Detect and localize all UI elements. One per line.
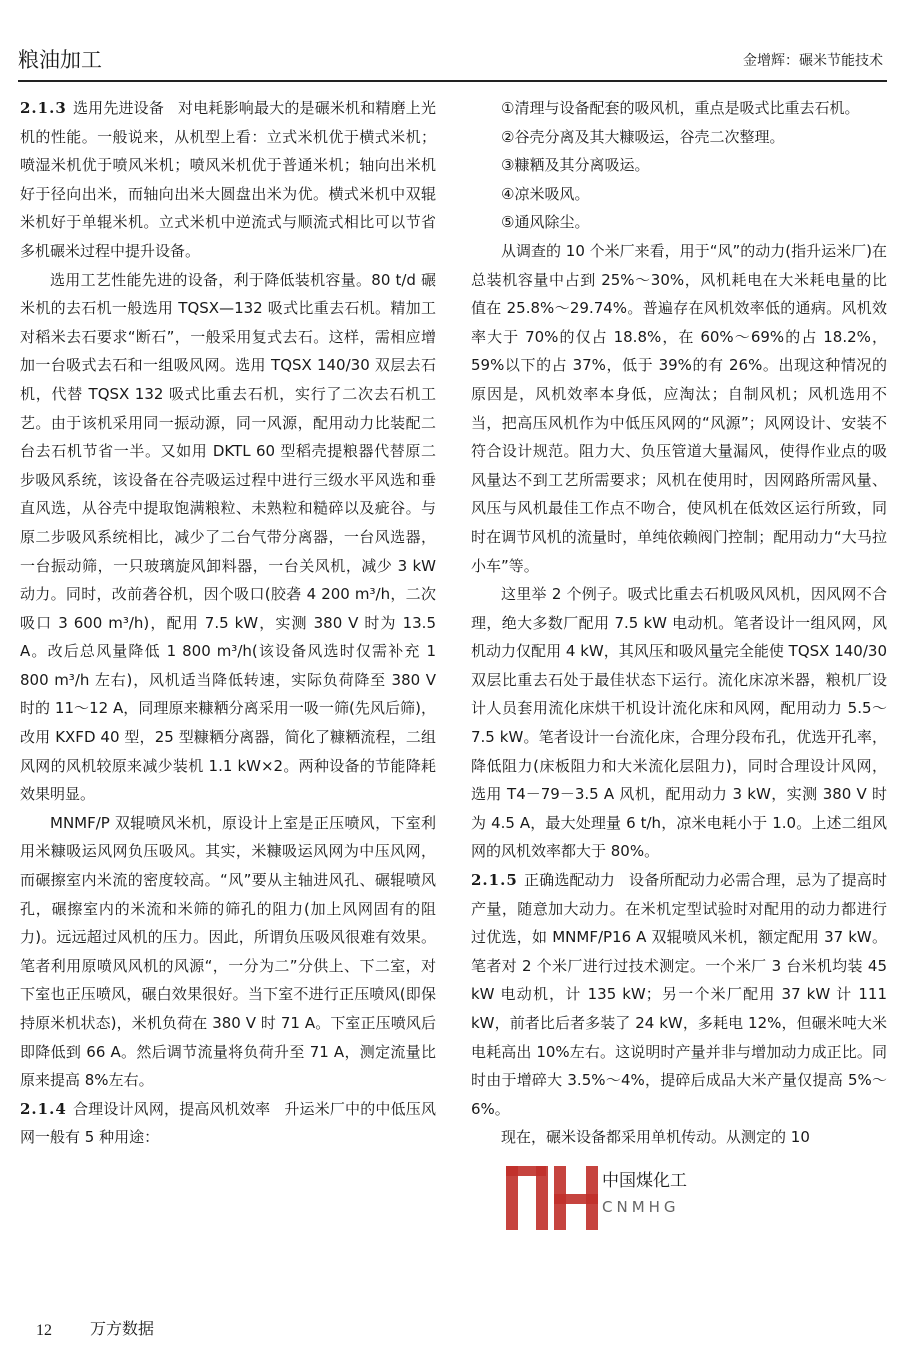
section-title: 合理设计风网，提高风机效率 [72, 1099, 271, 1118]
section-number: 2.1.4 [20, 1099, 67, 1118]
section-paragraph [471, 866, 887, 1123]
section-text: 设备所配动力必需合理，忌为了提高时产量，随意加大动力。在米机定型试验时对配用的动力都进行过优选，如 MNMF/P16 A 双辊喷风米机，额定配用 37 kW。笔者对 2 个米厂进行过技术测定。一个米厂 3 台米机均装 45 kW 电动机，计 135 kW；另一个米厂配用 37 kW 计 111 kW，前者比后者多装了 24 kW，多耗电 12%，但碾米吨大米电耗高出 10%左右。这说明时产量并非与增加动力成正比。同时由于增碎大 3.5%～4%，提碎后成品大米产量仅提高 5%～6%。 [471, 871, 887, 1118]
watermark [506, 1158, 706, 1230]
section-number: 2.1.5 [471, 871, 518, 890]
list-item: ③糠粞及其分离吸运。 [501, 156, 650, 175]
section-title: 选用先进设备 [72, 99, 165, 117]
header-rule [18, 80, 887, 82]
body-paragraph: 从调查的 10 个米厂来看，用于“风”的动力(指升运米厂)在总装机容量中占到 25%～30%，风机耗电在大米耗电量的比值在 25.8%～29.74%。普遍存在风机效率低的通病。风机效率大于 70%的仅占 18.8%，在 60%～69%的占 18.2%，59%以下的占 37%，低于 39%的有 26%。出现这种情况的原因是，风机效率本身低，应淘汰；自制风机；风机选用不当，把高压风机作为中低压风网的“风源”；风网设计、安装不符合设计规范。阻力大、负压管道大量漏风，使得作业点的吸风量达不到工艺所需要求；风机在使用时，因网路所需风量、风压与风机最佳工作点不吻合，使风机在低效区运行所致，同时在调节风机的流量时，单纯依赖阀门控制；配用动力“大马拉小车”等。 [471, 241, 887, 575]
section-paragraph [20, 1095, 436, 1152]
body-paragraph: 这里举 2 个例子。吸式比重去石机吸风风机，因风网不合理，绝大多数厂配用 7.5 kW 电动机。笔者设计一组风网，风机动力仅配用 4 kW，其风压和吸风量完全能使 TQSX 140/30 双层比重去石处于最佳状态下运行。流化床凉米器，粮机厂设计人员套用流化床烘干机设计流化床和风网，配用动力 5.5～7.5 kW。笔者设计一台流化床，合理分段布孔，优选开孔率，降低阻力(床板阻力和大米流化层阻力)，同时合理设计风网，选用 T4－79－3.5 A 风机，配用动力 3 kW，实测 380 V 时为 4.5 A，最大处理量 6 t/h，凉米电耗小于 1.0。上述二组风网的风机效率都大于 80%。 [471, 585, 887, 861]
right-column [471, 94, 887, 1152]
body-paragraph: 现在，碾米设备都采用单机传动。从测定的 10 [501, 1128, 810, 1147]
list-item: ①清理与设备配套的吸风机，重点是吸式比重去石机。 [501, 99, 860, 117]
section-paragraph [20, 94, 436, 266]
section-number: 2.1.3 [20, 99, 67, 117]
section-text: 升运米厂中的中低压风网一般有 5 种用途： [20, 1099, 436, 1147]
body-paragraph: 选用工艺性能先进的设备，利于降低装机容量。80 t/d 碾米机的去石机一般选用 TQSX—132 吸式比重去石机。精加工对稻米去石要求“断石”，一般采用复式去石。这样，需相应增加一台吸式去石和一组吸风网。选用 TQSX 140/30 双层去石机，代替 TQSX 132 吸式比重去石机，实行了二次去石机工艺。由于该机采用同一振动源，同一风源，配用动力比装配二台去石机节省一半。又如用 DKTL 60 型稻壳提粮器代替原二步吸风系统，该设备在谷壳吸运过程中进行三级水平风选和垂直风选，从谷壳中提取饱满粮粒、未熟粒和糙碎以及疵谷。与原二步吸风系统相比，减少了二台气带分离器，一台风选器，一台振动筛，一只玻璃旋风卸料器，一台关风机，减少 3 kW 动力。同时，改前砻谷机，因个吸口(胶砻 4 200 m³/h，二次吸口 3 600 m³/h)，配用 7.5 kW，实测 380 V 时为 13.5 A。改后总风量降低 1 800 m³/h(该设备风选时仅需补充 1 800 m³/h 左右)，风机适当降低转速，实际负荷降至 380 V 时的 11～12 A，同理原来糠粞分离采用一吸一筛(先风后筛)，改用 KXFD 40 型，25 型糠粞分离器，简化了糠粞流程，二组风网的风机较原来减少装机 1.1 kW×2。两种设备的节能降耗效果明显。 [20, 270, 436, 804]
journal-title: 粮油加工 [18, 48, 102, 72]
watermark-subtext: CNMHG [602, 1198, 680, 1216]
section-title: 正确选配动力 [523, 871, 616, 890]
page-number: 12 [36, 1322, 52, 1339]
list-item: ④凉米吸风。 [501, 184, 590, 203]
watermark-logo-icon [506, 1166, 598, 1230]
left-column [20, 94, 436, 1152]
page-header [18, 40, 887, 78]
watermark-text: 中国煤化工 [600, 1166, 689, 1191]
list-item: ②谷壳分离及其大糠吸运，谷壳二次整理。 [501, 127, 785, 146]
source-note: 万方数据 [90, 1319, 155, 1338]
list-item: ⑤通风除尘。 [501, 213, 590, 232]
section-text: 对电耗影响最大的是碾米机和精磨上光机的性能。一般说来，从机型上看：立式米机优于横式米机；喷湿米机优于喷风米机；喷风米机优于普通米机；轴向出米机好于径向出米，而轴向出米大圆盘出米为优。横式米机中双辊米机好于单辊米机。立式米机中逆流式与顺流式相比可以节省多机碾米过程中提升设备。 [20, 99, 436, 260]
running-title: 金增辉：碾米节能技术 [743, 53, 883, 69]
body-paragraph: MNMF/P 双辊喷风米机，原设计上室是正压喷风，下室利用米糠吸运风网负压吸风。其实，米糠吸运风网为中压风网，而碾擦室内米流的密度较高。“风”要从主轴进风孔、碾辊喷风孔，碾擦室内的米流和米筛的筛孔的阻力(加上风网固有的阻力)。远远超过风机的压力。因此，所谓负压吸风很难有效果。笔者利用原喷风风机的风源“，一分为二”分供上、下二室，对下室也正压喷风，碾白效果很好。当下室不进行正压喷风(即保持原米机状态)，米机负荷在 380 V 时 71 A。下室正压喷风后即降低到 66 A。然后调节流量将负荷升至 71 A，测定流量比原来提高 8%左右。 [20, 813, 436, 1090]
